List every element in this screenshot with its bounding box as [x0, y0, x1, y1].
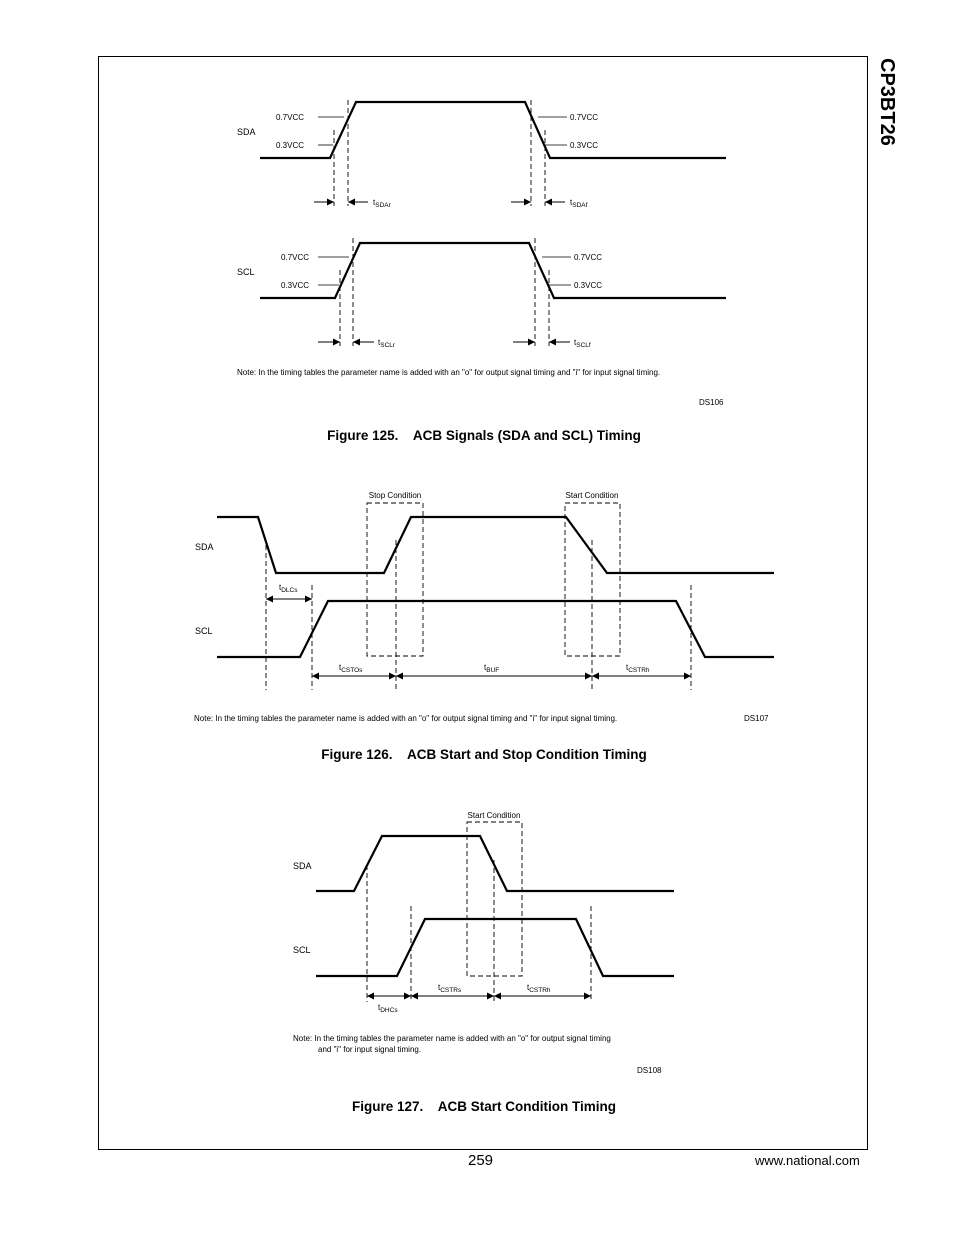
scl-label: SCL [293, 945, 311, 955]
fig127-note-line2: and "i" for input signal timing. [318, 1045, 422, 1054]
sda-label: SDA [293, 861, 312, 871]
start-condition-label: Start Condition [467, 811, 521, 820]
stop-condition-box [367, 503, 423, 656]
fig127-caption: Figure 127. ACB Start Condition Timing [351, 1099, 617, 1114]
t-dhcs-label: $t_{DHCs}$ [378, 1003, 398, 1014]
t-cstrh-label: $t_{CSTRh}$ [626, 663, 650, 674]
start-condition-box [467, 822, 522, 976]
sda-label: SDA [195, 542, 214, 552]
scl-waveform [316, 919, 674, 976]
figure-125 [237, 100, 726, 443]
t-buf-label: $t_{BUF}$ [484, 663, 500, 674]
fig126-note: Note: In the timing tables the parameter name is added with an "o" for output signal timing and "i" for input signal timing. [194, 714, 618, 723]
scl-label: SCL [237, 267, 255, 277]
fig126-ds-code: DS107 [744, 714, 769, 723]
sda-high-threshold-right: 0.7VCC [570, 113, 599, 122]
scl-high-threshold-right: 0.7VCC [574, 253, 603, 262]
sda-low-threshold-right: 0.3VCC [570, 141, 599, 150]
scl-label: SCL [195, 626, 213, 636]
sda-waveform [316, 836, 674, 891]
scl-low-threshold-right: 0.3VCC [574, 281, 603, 290]
sda-waveform [260, 102, 726, 158]
fig125-note: Note: In the timing tables the parameter name is added with an "o" for output signal timing and "i" for input signal timing. [237, 368, 661, 377]
t-dlcs-label: $t_{DLCs}$ [279, 583, 298, 594]
start-condition-label: Start Condition [565, 491, 619, 500]
figure-126 [194, 491, 774, 762]
t-cstrh-label: $t_{CSTRh}$ [527, 983, 551, 994]
t-sclf-label: $t_{SCLf}$ [574, 338, 591, 349]
part-number-header: CP3BT26 [876, 58, 898, 146]
fig125-caption: Figure 125. ACB Signals (SDA and SCL) Timing [327, 428, 641, 443]
t-sclr-label: $t_{SCLr}$ [378, 338, 396, 349]
scl-waveform [217, 601, 774, 657]
page-number: 259 [468, 1152, 494, 1169]
scl-guide-lines [340, 238, 549, 346]
fig126-caption: Figure 126. ACB Start and Stop Condition Timing [321, 747, 647, 762]
t-cstos-label: $t_{CSTOs}$ [339, 663, 363, 674]
fig125-ds-code: DS106 [699, 398, 724, 407]
t-sdar-label: $t_{SDAr}$ [373, 198, 391, 209]
t-cstrs-label: $t_{CSTRs}$ [438, 983, 462, 994]
sda-low-threshold-left: 0.3VCC [276, 141, 305, 150]
fig127-note-line1: Note: In the timing tables the parameter name is added with an "o" for output signal timing [293, 1034, 611, 1043]
sda-guide-lines [334, 100, 545, 206]
sda-waveform [217, 517, 774, 573]
stop-condition-label: Stop Condition [368, 491, 422, 500]
website-link[interactable]: www.national.com [755, 1153, 860, 1168]
sda-label: SDA [237, 127, 256, 137]
scl-waveform [260, 243, 726, 298]
scl-high-threshold-left: 0.7VCC [281, 253, 310, 262]
guide-lines [367, 860, 591, 1002]
figure-127 [293, 811, 674, 1114]
sda-high-threshold-left: 0.7VCC [276, 113, 305, 122]
t-sdaf-label: $t_{SDAf}$ [570, 198, 588, 209]
scl-low-threshold-left: 0.3VCC [281, 281, 310, 290]
fig127-ds-code: DS108 [637, 1066, 662, 1075]
